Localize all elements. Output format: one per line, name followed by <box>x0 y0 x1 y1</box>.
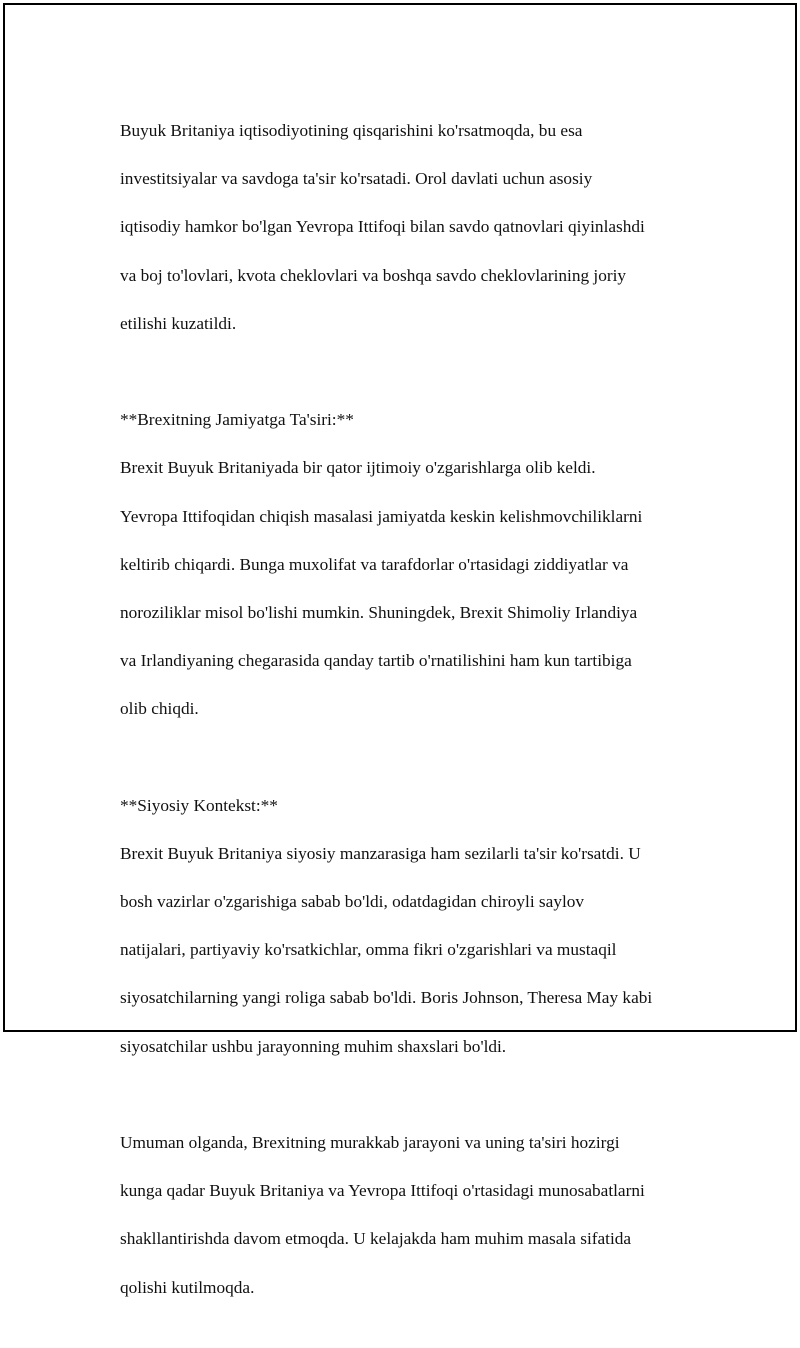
text-line: natijalari, partiyaviy ko'rsatkichlar, omma fikri o'zgarishlari va mustaqil <box>120 940 617 960</box>
paragraph-politics <box>120 770 700 1083</box>
text-line: iqtisodiy hamkor bo'lgan Yevropa Ittifoqi bilan savdo qatnovlari qiyinlashdi <box>120 217 645 237</box>
text-line: va boj to'lovlari, kvota cheklovlari va boshqa savdo cheklovlarining joriy <box>120 265 627 285</box>
paragraph-conclusion <box>120 1107 700 1324</box>
text-line: qolishi kutilmoqda. <box>120 1277 255 1297</box>
text-line: siyosatchilar ushbu jarayonning muhim shaxslari bo'ldi. <box>120 1036 507 1056</box>
text-line: siyosatchilarning yangi roliga sabab bo'ldi. Boris Johnson, Theresa May kabi <box>120 988 653 1008</box>
paragraph-society <box>120 384 700 745</box>
paragraph-economy <box>120 95 700 360</box>
text-line: Buyuk Britaniya iqtisodiyotining qisqarishini ko'rsatmoqda, bu esa <box>120 121 583 141</box>
text-line: olib chiqdi. <box>120 699 199 719</box>
section-heading-society: **Brexitning Jamiyatga Ta'siri:** <box>120 410 354 430</box>
text-line: kunga qadar Buyuk Britaniya va Yevropa Ittifoqi o'rtasidagi munosabatlarni <box>120 1181 645 1201</box>
text-line: Yevropa Ittifoqidan chiqish masalasi jamiyatda keskin kelishmovchiliklarni <box>120 506 643 526</box>
section-heading-politics: **Siyosiy Kontekst:** <box>120 795 278 815</box>
text-line: Umuman olganda, Brexitning murakkab jarayoni va uning ta'siri hozirgi <box>120 1133 620 1153</box>
document-page <box>3 3 797 1297</box>
text-line: noroziliklar misol bo'lishi mumkin. Shuningdek, Brexit Shimoliy Irlandiya <box>120 602 638 622</box>
text-line: Brexit Buyuk Britaniya siyosiy manzarasiga ham sezilarli ta'sir ko'rsatdi. U <box>120 843 641 863</box>
text-line: etilishi kuzatildi. <box>120 313 237 333</box>
document-body <box>120 95 700 1348</box>
text-line: Brexit Buyuk Britaniyada bir qator ijtimoiy o'zgarishlarga olib keldi. <box>120 458 596 478</box>
text-line: bosh vazirlar o'zgarishiga sabab bo'ldi, odatdagidan chiroyli saylov <box>120 892 585 912</box>
text-line: shakllantirishda davom etmoqda. U kelajakda ham muhim masala sifatida <box>120 1229 632 1249</box>
text-line: keltirib chiqardi. Bunga muxolifat va tarafdorlar o'rtasidagi ziddiyatlar va <box>120 554 629 574</box>
text-line: investitsiyalar va savdoga ta'sir ko'rsatadi. Orol davlati uchun asosiy <box>120 169 593 189</box>
text-line: va Irlandiyaning chegarasida qanday tartib o'rnatilishini ham kun tartibiga <box>120 651 632 671</box>
